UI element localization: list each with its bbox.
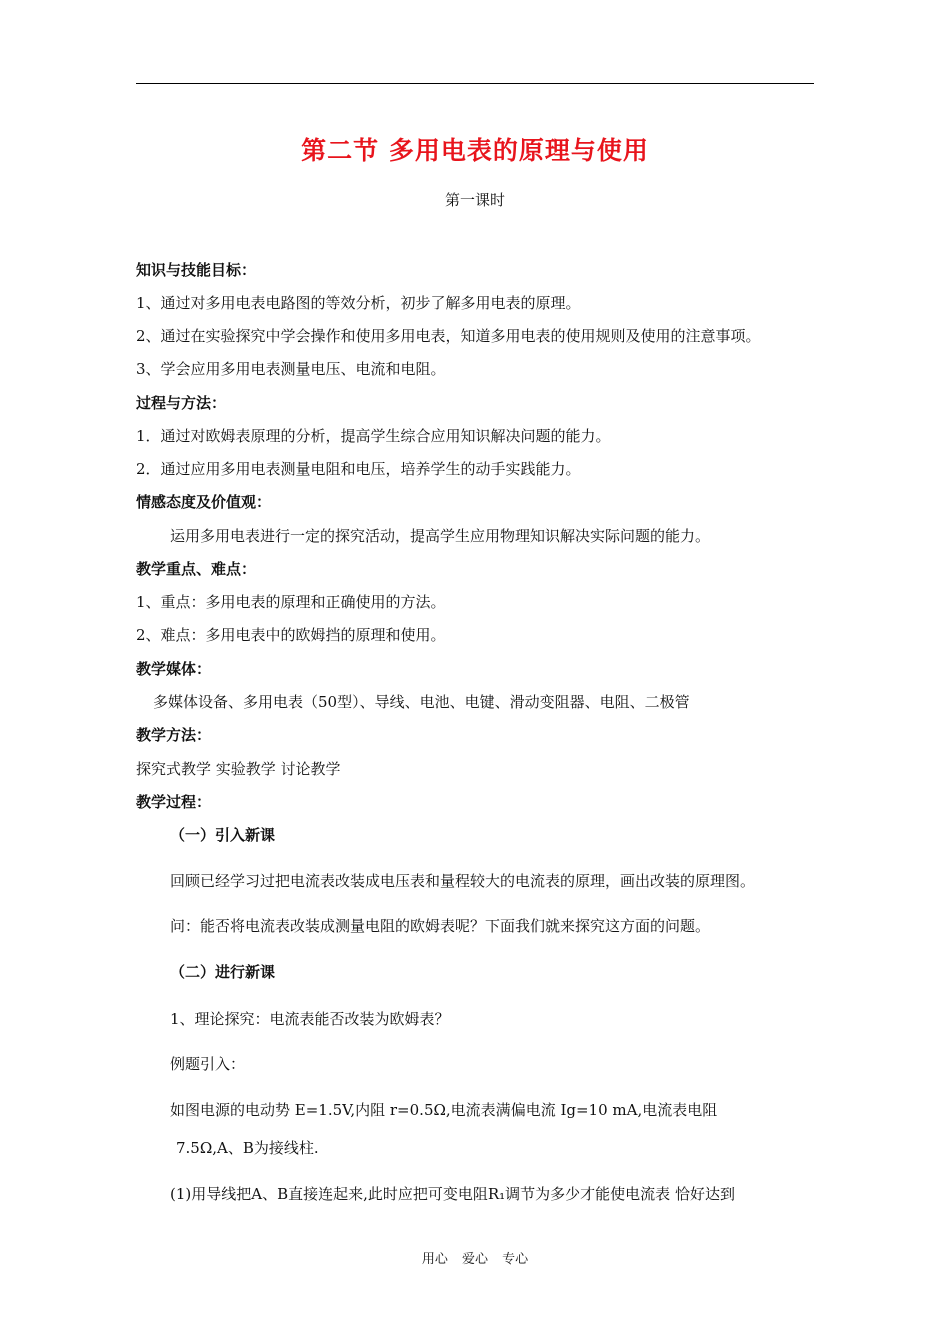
part1-line: 回顾已经学习过把电流表改装成电压表和量程较大的电流表的原理，画出改装的原理图。 [170, 872, 756, 890]
knowledge-item: 1、通过对多用电表电路图的等效分析，初步了解多用电表的原理。 [136, 294, 581, 312]
document-title: 第二节 多用电表的原理与使用 [301, 136, 649, 165]
key-points-heading: 教学重点、难点： [136, 560, 257, 578]
procedure-heading: 教学过程： [136, 793, 212, 811]
part1-heading: （一）引入新课 [170, 826, 276, 844]
knowledge-item: 3、学会应用多用电表测量电压、电流和电阻。 [136, 360, 446, 378]
method-text: 探究式教学 实验教学 讨论教学 [136, 760, 341, 778]
part2-line: (1)用导线把A、B直接连起来,此时应把可变电阻R₁调节为多少才能使电流表 恰好达到 [170, 1185, 735, 1203]
media-heading: 教学媒体： [136, 660, 212, 678]
attitude-heading: 情感态度及价值观： [136, 493, 272, 511]
part1-line: 问：能否将电流表改装成测量电阻的欧姆表呢？下面我们就来探究这方面的问题。 [170, 917, 711, 935]
key-point-item: 1、重点：多用电表的原理和正确使用的方法。 [136, 593, 446, 611]
process-heading: 过程与方法： [136, 394, 227, 412]
header-rule [136, 83, 814, 84]
method-heading: 教学方法： [136, 726, 212, 744]
part2-heading: （二）进行新课 [170, 963, 276, 981]
page-footer: 用心 爱心 专心 [421, 1252, 529, 1267]
attitude-text: 运用多用电表进行一定的探究活动，提高学生应用物理知识解决实际问题的能力。 [170, 527, 711, 545]
document-subtitle: 第一课时 [444, 191, 505, 209]
knowledge-heading: 知识与技能目标： [136, 261, 257, 279]
media-text: 多媒体设备、多用电表（50型）、导线、电池、电键、滑动变阻器、电阻、二极管 [153, 693, 690, 711]
part2-line: 1、理论探究：电流表能否改装为欧姆表？ [170, 1010, 450, 1028]
part2-line: 7.5Ω,A、B为接线柱. [176, 1139, 319, 1157]
key-point-item: 2、难点：多用电表中的欧姆挡的原理和使用。 [136, 626, 446, 644]
part2-line: 例题引入： [170, 1055, 246, 1073]
knowledge-item: 2、通过在实验探究中学会操作和使用多用电表，知道多用电表的使用规则及使用的注意事项。 [136, 327, 761, 345]
process-item: 1．通过对欧姆表原理的分析，提高学生综合应用知识解决问题的能力。 [136, 427, 611, 445]
part2-line: 如图电源的电动势 E=1.5V,内阻 r=0.5Ω,电流表满偏电流 Ig=10 mA,电流表电阻 [170, 1101, 718, 1119]
process-item: 2．通过应用多用电表测量电阻和电压，培养学生的动手实践能力。 [136, 460, 581, 478]
